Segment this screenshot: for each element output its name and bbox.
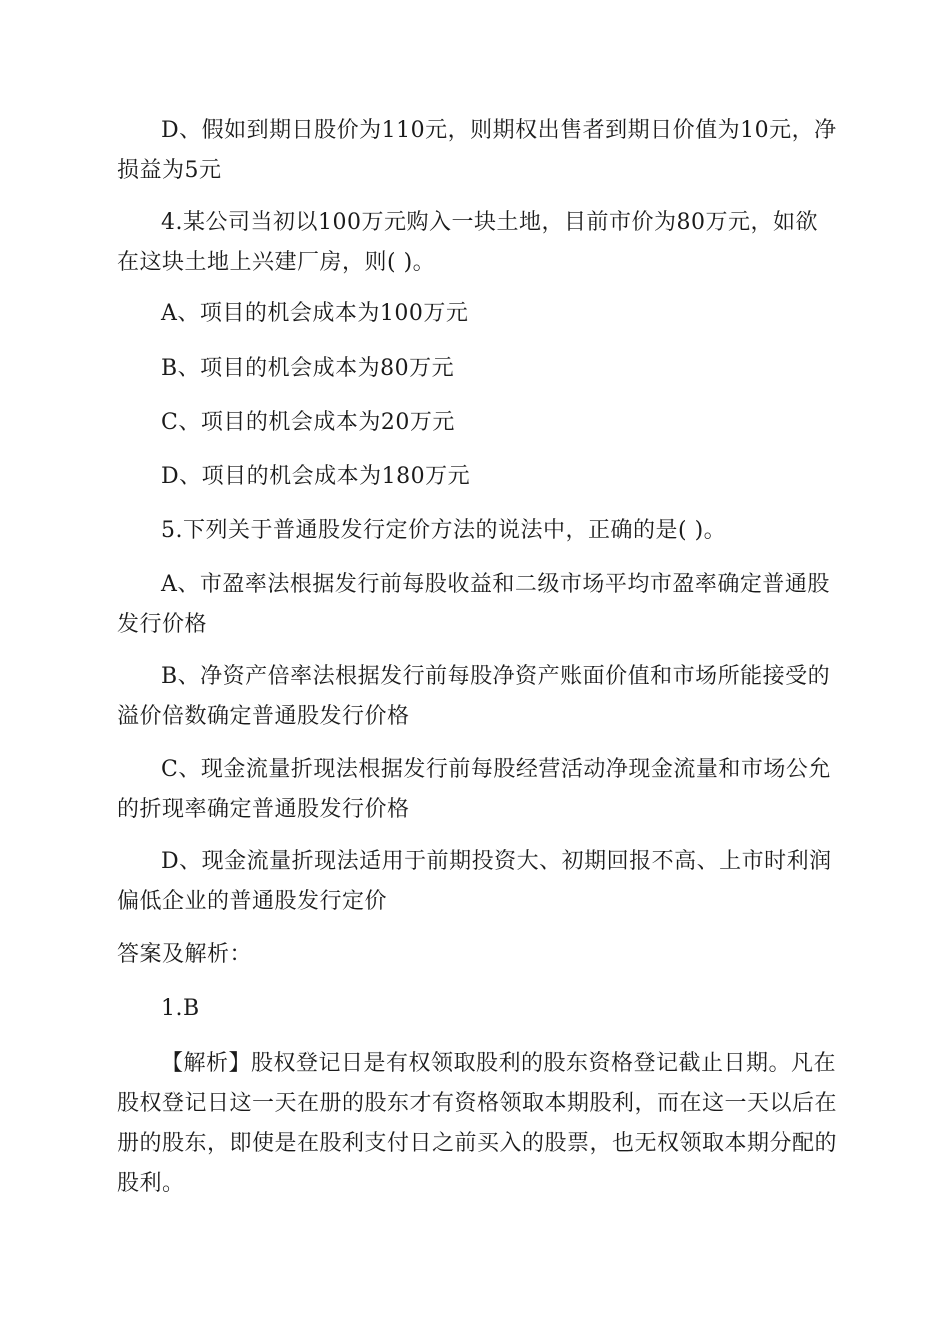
q4-stem: 4.某公司当初以100万元购入一块土地，目前市价为80万元，如欲在这块土地上兴建厂房，则( )。 — [117, 210, 818, 275]
q4-option-a: A、项目的机会成本为100万元 — [161, 301, 469, 326]
answers-heading: 答案及解析： — [117, 942, 253, 967]
q5-option-b: B、净资产倍率法根据发行前每股净资产账面价值和市场所能接受的溢价倍数确定普通股发行价格 — [117, 664, 831, 729]
explanation-1: 【解析】股权登记日是有权领取股利的股东资格登记截止日期。凡在股权登记日这一天在册的股东才有资格领取本期股利，而在这一天以后在册的股东，即使是在股利支付日之前买入的股票，也无权领取本期分配的股利。 — [117, 1051, 838, 1196]
q3-option-d: D、假如到期日股价为110元，则期权出售者到期日价值为10元，净损益为5元 — [117, 118, 837, 183]
q5-stem: 5.下列关于普通股发行定价方法的说法中，正确的是( )。 — [161, 518, 727, 543]
q5-option-c: C、现金流量折现法根据发行前每股经营活动净现金流量和市场公允的折现率确定普通股发行价格 — [117, 757, 831, 822]
q4-option-d: D、项目的机会成本为180万元 — [161, 464, 471, 489]
q5-option-a: A、市盈率法根据发行前每股收益和二级市场平均市盈率确定普通股发行价格 — [117, 572, 830, 637]
q4-option-b: B、项目的机会成本为80万元 — [161, 356, 455, 381]
q4-option-c: C、项目的机会成本为20万元 — [161, 410, 455, 435]
q5-option-d: D、现金流量折现法适用于前期投资大、初期回报不高、上市时利润偏低企业的普通股发行定价 — [117, 849, 832, 914]
answer-1: 1.B — [161, 996, 200, 1021]
